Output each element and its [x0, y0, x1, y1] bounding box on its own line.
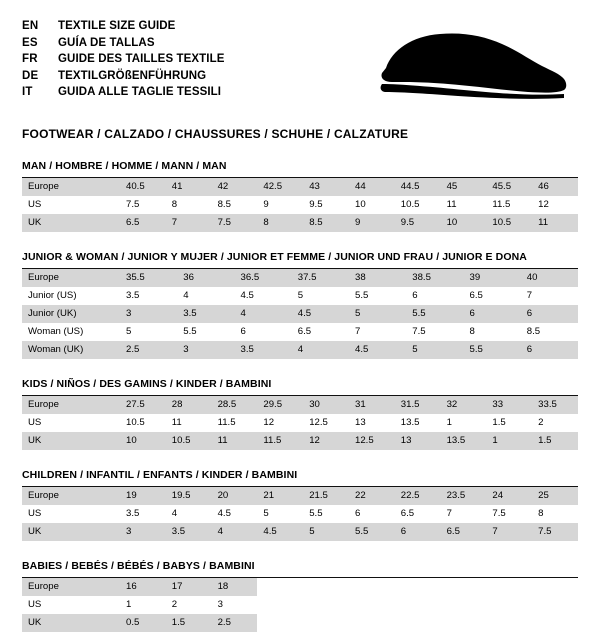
- cell: 10.5: [120, 414, 166, 432]
- table-row: [22, 505, 578, 523]
- row-label: Europe: [22, 487, 120, 505]
- cell: 10.5: [395, 196, 441, 214]
- cell: 5.5: [349, 523, 395, 541]
- cell: 11.5: [486, 196, 532, 214]
- cell-empty: [395, 614, 441, 632]
- cell: 8.5: [303, 214, 349, 232]
- cell: 3.5: [120, 287, 177, 305]
- cell: 42: [212, 178, 258, 196]
- cell: 12: [257, 414, 303, 432]
- cell: 4: [235, 305, 292, 323]
- cell: 23.5: [441, 487, 487, 505]
- table-row: [22, 305, 578, 323]
- cell: 45: [441, 178, 487, 196]
- cell: 3: [120, 523, 166, 541]
- language-code: ES: [22, 36, 38, 49]
- size-table: [22, 487, 578, 541]
- language-row: [22, 51, 225, 68]
- cell: 6: [521, 305, 578, 323]
- cell: 6: [521, 341, 578, 359]
- cell: 44.5: [395, 178, 441, 196]
- cell: 9: [257, 196, 303, 214]
- section-children: [22, 469, 578, 541]
- dress-shoe-icon: [358, 30, 568, 110]
- cell: 17: [166, 578, 212, 596]
- cell: 33.5: [532, 396, 578, 414]
- cell-empty: [441, 596, 487, 614]
- cell: 1.5: [532, 432, 578, 450]
- cell: 9: [349, 214, 395, 232]
- cell: 3.5: [177, 305, 234, 323]
- cell: 22.5: [395, 487, 441, 505]
- cell: 10: [120, 432, 166, 450]
- table-row: [22, 396, 578, 414]
- language-code: EN: [22, 20, 39, 32]
- cell: 6: [395, 523, 441, 541]
- table-row: [22, 178, 578, 196]
- table-row: [22, 487, 578, 505]
- cell: 1: [486, 432, 532, 450]
- cell: 29.5: [257, 396, 303, 414]
- cell: 13: [395, 432, 441, 450]
- cell: 24: [486, 487, 532, 505]
- cell: 9.5: [303, 196, 349, 214]
- cell: 4.5: [349, 341, 406, 359]
- cell: 10.5: [486, 214, 532, 232]
- cell: 41: [166, 178, 212, 196]
- cell: 4.5: [212, 505, 258, 523]
- cell: 5.5: [464, 341, 521, 359]
- cell: 4.5: [257, 523, 303, 541]
- cell: 13.5: [441, 432, 487, 450]
- cell: 44: [349, 178, 395, 196]
- table-row: [22, 596, 578, 614]
- cell: 8: [166, 196, 212, 214]
- section-babies: [22, 560, 578, 632]
- cell: 36.5: [235, 269, 292, 287]
- cell: 18: [212, 578, 258, 596]
- cell: 42.5: [257, 178, 303, 196]
- cell: 7: [441, 505, 487, 523]
- cell-empty: [303, 578, 349, 596]
- cell: 4.5: [235, 287, 292, 305]
- cell-empty: [532, 614, 578, 632]
- cell: 35.5: [120, 269, 177, 287]
- cell: 2.5: [212, 614, 258, 632]
- cell: 25: [532, 487, 578, 505]
- cell: 39: [464, 269, 521, 287]
- cell-empty: [486, 614, 532, 632]
- cell: 7.5: [486, 505, 532, 523]
- row-label: UK: [22, 523, 120, 541]
- row-label: UK: [22, 432, 120, 450]
- row-label: US: [22, 196, 120, 214]
- cell: 3.5: [235, 341, 292, 359]
- cell: 3: [212, 596, 258, 614]
- cell: 16: [120, 578, 166, 596]
- language-row: [22, 68, 225, 85]
- language-code: FR: [22, 53, 38, 65]
- cell: 21.5: [303, 487, 349, 505]
- table-row: [22, 196, 578, 214]
- cell: 4: [292, 341, 349, 359]
- cell: 19.5: [166, 487, 212, 505]
- cell: 10.5: [166, 432, 212, 450]
- cell-empty: [257, 596, 303, 614]
- cell: 11: [166, 414, 212, 432]
- cell: 11: [532, 214, 578, 232]
- row-label: Woman (US): [22, 323, 120, 341]
- cell: 2: [532, 414, 578, 432]
- cell-empty: [486, 578, 532, 596]
- cell: 6: [349, 505, 395, 523]
- cell: 3: [177, 341, 234, 359]
- table-row: [22, 214, 578, 232]
- cell: 13: [349, 414, 395, 432]
- cell: 3.5: [120, 505, 166, 523]
- cell: 3: [120, 305, 177, 323]
- row-label: US: [22, 505, 120, 523]
- cell: 6: [464, 305, 521, 323]
- language-title: TEXTILGRÖßENFÜHRUNG: [58, 69, 207, 82]
- cell-empty: [349, 614, 395, 632]
- section-title: KIDS / NIÑOS / DES GAMINS / KINDER / BAMBINI: [22, 378, 578, 396]
- cell: 21: [257, 487, 303, 505]
- section-man: [22, 160, 578, 232]
- cell: 22: [349, 487, 395, 505]
- table-row: [22, 523, 578, 541]
- language-row: [22, 18, 225, 35]
- cell: 0.5: [120, 614, 166, 632]
- cell: 31: [349, 396, 395, 414]
- cell-empty: [441, 614, 487, 632]
- cell: 10: [349, 196, 395, 214]
- cell: 4: [212, 523, 258, 541]
- section-kids: [22, 378, 578, 450]
- cell: 20: [212, 487, 258, 505]
- cell: 11: [212, 432, 258, 450]
- cell: 7.5: [532, 523, 578, 541]
- language-row: [22, 84, 225, 101]
- language-title: GUÍA DE TALLAS: [58, 36, 155, 49]
- row-label: UK: [22, 214, 120, 232]
- cell: 5: [303, 523, 349, 541]
- cell: 5: [406, 341, 463, 359]
- cell: 6: [406, 287, 463, 305]
- cell: 12.5: [303, 414, 349, 432]
- cell: 6.5: [464, 287, 521, 305]
- cell: 2: [166, 596, 212, 614]
- row-label: US: [22, 414, 120, 432]
- cell: 40: [521, 269, 578, 287]
- cell: 27.5: [120, 396, 166, 414]
- cell-empty: [486, 596, 532, 614]
- cell: 10: [441, 214, 487, 232]
- cell: 1: [441, 414, 487, 432]
- size-table: [22, 578, 578, 632]
- row-label: US: [22, 596, 120, 614]
- table-row: [22, 269, 578, 287]
- cell: 6.5: [120, 214, 166, 232]
- language-title: GUIDA ALLE TAGLIE TESSILI: [58, 86, 222, 98]
- cell: 1.5: [486, 414, 532, 432]
- section-title: JUNIOR & WOMAN / JUNIOR Y MUJER / JUNIOR ET FEMME / JUNIOR UND FRAU / JUNIOR E DONA: [22, 251, 578, 269]
- row-label: UK: [22, 614, 120, 632]
- row-label: Europe: [22, 578, 120, 596]
- cell: 4.5: [292, 305, 349, 323]
- cell: 12.5: [349, 432, 395, 450]
- cell: 28: [166, 396, 212, 414]
- section-junior-woman: [22, 251, 578, 359]
- cell: 7.5: [120, 196, 166, 214]
- row-label: Woman (UK): [22, 341, 120, 359]
- cell: 11.5: [212, 414, 258, 432]
- cell: 7: [486, 523, 532, 541]
- cell: 5: [257, 505, 303, 523]
- cell-empty: [349, 578, 395, 596]
- cell: 37.5: [292, 269, 349, 287]
- row-label: Europe: [22, 269, 120, 287]
- cell: 33: [486, 396, 532, 414]
- language-title: TEXTILE SIZE GUIDE: [58, 20, 176, 32]
- cell: 5.5: [406, 305, 463, 323]
- cell: 1.5: [166, 614, 212, 632]
- cell: 6.5: [395, 505, 441, 523]
- section-title: MAN / HOMBRE / HOMME / MANN / MAN: [22, 160, 578, 178]
- cell: 46: [532, 178, 578, 196]
- cell: 36: [177, 269, 234, 287]
- cell: 9.5: [395, 214, 441, 232]
- cell: 7: [166, 214, 212, 232]
- size-table: [22, 178, 578, 232]
- cell-empty: [532, 596, 578, 614]
- cell: 12: [303, 432, 349, 450]
- language-code: IT: [22, 86, 33, 98]
- cell-empty: [257, 578, 303, 596]
- cell: 28.5: [212, 396, 258, 414]
- row-label: Junior (UK): [22, 305, 120, 323]
- cell: 7: [521, 287, 578, 305]
- row-label: Europe: [22, 178, 120, 196]
- cell: 4: [166, 505, 212, 523]
- cell-empty: [441, 578, 487, 596]
- language-row: [22, 35, 225, 52]
- section-title: CHILDREN / INFANTIL / ENFANTS / KINDER / BAMBINI: [22, 469, 578, 487]
- table-row: [22, 414, 578, 432]
- cell: 38.5: [406, 269, 463, 287]
- cell: 19: [120, 487, 166, 505]
- cell: 11: [441, 196, 487, 214]
- table-row: [22, 578, 578, 596]
- cell: 43: [303, 178, 349, 196]
- size-table: [22, 269, 578, 359]
- language-code: DE: [22, 69, 39, 82]
- cell: 4: [177, 287, 234, 305]
- cell: 45.5: [486, 178, 532, 196]
- cell: 40.5: [120, 178, 166, 196]
- cell: 30: [303, 396, 349, 414]
- cell: 3.5: [166, 523, 212, 541]
- table-row: [22, 432, 578, 450]
- cell: 5: [120, 323, 177, 341]
- row-label: Europe: [22, 396, 120, 414]
- cell: 8.5: [521, 323, 578, 341]
- row-label: Junior (US): [22, 287, 120, 305]
- cell: 1: [120, 596, 166, 614]
- language-title: GUIDE DES TAILLES TEXTILE: [58, 53, 225, 65]
- cell: 5.5: [349, 287, 406, 305]
- cell: 8: [532, 505, 578, 523]
- language-list: [22, 18, 225, 101]
- cell: 8.5: [212, 196, 258, 214]
- cell-empty: [303, 614, 349, 632]
- page-header: [22, 18, 578, 110]
- cell-empty: [303, 596, 349, 614]
- category-title: FOOTWEAR / CALZADO / CHAUSSURES / SCHUHE / CALZATURE: [22, 127, 409, 141]
- cell: 5.5: [177, 323, 234, 341]
- cell: 2.5: [120, 341, 177, 359]
- table-row: [22, 287, 578, 305]
- table-row: [22, 614, 578, 632]
- cell: 7.5: [406, 323, 463, 341]
- cell: 6: [235, 323, 292, 341]
- cell-empty: [395, 596, 441, 614]
- cell: 7.5: [212, 214, 258, 232]
- cell: 38: [349, 269, 406, 287]
- table-row: [22, 323, 578, 341]
- cell: 8: [257, 214, 303, 232]
- footer-spacer: [22, 632, 578, 642]
- cell: 6.5: [441, 523, 487, 541]
- cell: 8: [464, 323, 521, 341]
- section-title: BABIES / BEBÉS / BÉBÉS / BABYS / BAMBINI: [22, 560, 578, 578]
- cell-empty: [349, 596, 395, 614]
- table-row: [22, 341, 578, 359]
- cell: 7: [349, 323, 406, 341]
- cell-empty: [395, 578, 441, 596]
- size-table: [22, 396, 578, 450]
- cell-empty: [257, 614, 303, 632]
- cell-empty: [532, 578, 578, 596]
- cell: 13.5: [395, 414, 441, 432]
- cell: 5.5: [303, 505, 349, 523]
- cell: 12: [532, 196, 578, 214]
- cell: 6.5: [292, 323, 349, 341]
- cell: 11.5: [257, 432, 303, 450]
- cell: 31.5: [395, 396, 441, 414]
- cell: 32: [441, 396, 487, 414]
- cell: 5: [349, 305, 406, 323]
- cell: 5: [292, 287, 349, 305]
